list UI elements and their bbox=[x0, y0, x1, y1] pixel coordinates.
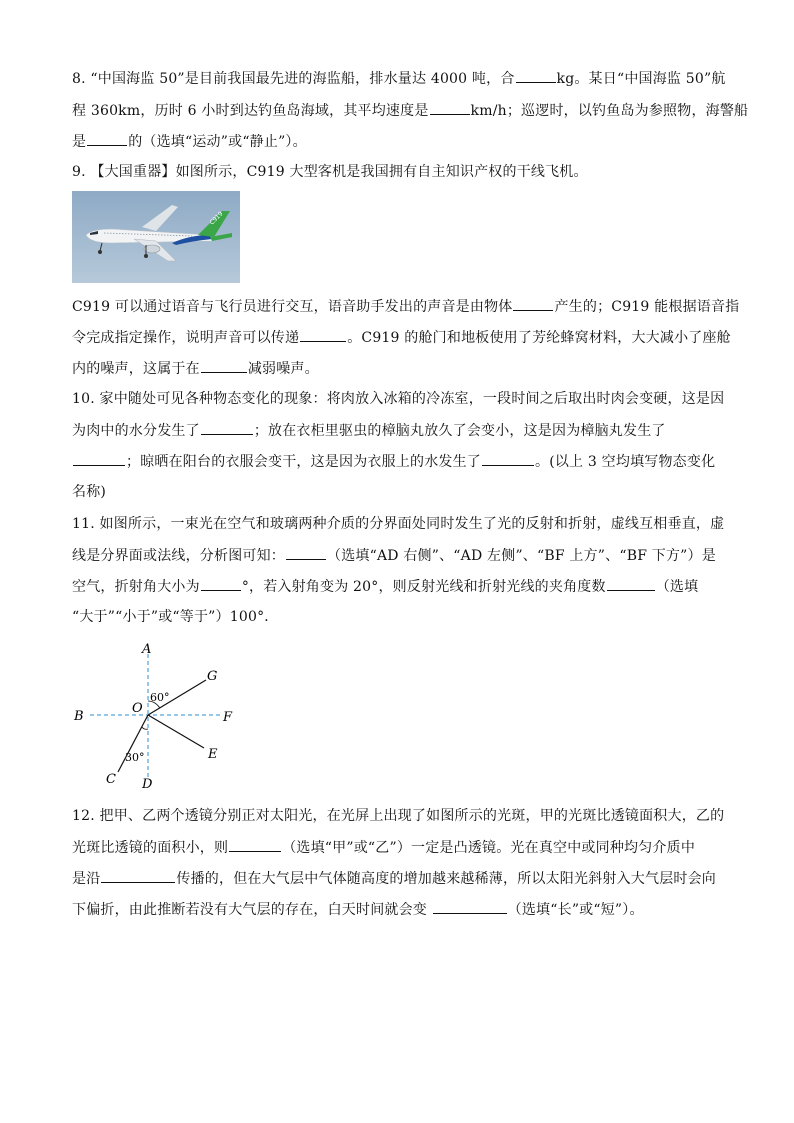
q8-text: 是 bbox=[72, 134, 87, 150]
q11-text: °，若入射角变为 20°，则反射光线和折射光线的夹角度数 bbox=[241, 579, 606, 595]
tail-logo: C919 bbox=[208, 210, 225, 227]
c919-airplane-photo bbox=[72, 191, 240, 283]
light-refraction-diagram bbox=[68, 640, 258, 790]
q8-text: 程 360km，历时 6 小时到达钓鱼岛海域，其平均速度是 bbox=[72, 103, 429, 119]
q9-text: C919 可以通过语音与飞行员进行交互，语音助手发出的声音是由物体 bbox=[72, 299, 513, 315]
angle-label-60: 60° bbox=[150, 691, 170, 704]
answer-blank[interactable] bbox=[229, 837, 281, 852]
angle-arc-bottom bbox=[142, 727, 148, 729]
q12-text: 传播的，但在大气层中气体随高度的增加越来越稀薄，所以太阳光斜射入大气层时会向 bbox=[176, 871, 717, 887]
q8-text: 的（选填“运动”或“静止”）。 bbox=[128, 134, 307, 150]
q10-line-1: 10. 家中随处可见各种物态变化的现象：将肉放入冰箱的冷冻室，一段时间之后取出时肉会变硬，这是因 bbox=[72, 391, 725, 407]
q11-line-3 bbox=[72, 576, 698, 597]
q11-line-4: “大于”“小于”或“等于”）100°． bbox=[72, 609, 279, 625]
label-E: E bbox=[208, 747, 218, 762]
q10-text: ；放在衣柜里驱虫的樟脑丸放久了会变小，这是因为樟脑丸发生了 bbox=[253, 423, 666, 439]
answer-blank[interactable] bbox=[433, 899, 507, 914]
answer-blank[interactable] bbox=[513, 296, 553, 311]
answer-blank[interactable] bbox=[201, 358, 247, 373]
q12-text: 是沿 bbox=[72, 871, 101, 887]
q9-text: 。C919 的舱门和地板使用了芳纶蜂窝材料，大大减小了座舱 bbox=[347, 330, 731, 346]
q10-line-2 bbox=[72, 420, 666, 441]
q11-text: （选填“AD 右侧”、“AD 左侧”、“BF 上方”、“BF 下方”）是 bbox=[327, 548, 716, 564]
q9-line-2 bbox=[72, 296, 739, 317]
q8-text: 8. “中国海监 50”是目前我国最先进的海监船，排水量达 4000 吨，合 bbox=[72, 71, 515, 87]
q11-line-2 bbox=[72, 545, 716, 566]
q10-line-4: 名称) bbox=[72, 484, 107, 500]
q10-text: 为肉中的水分发生了 bbox=[72, 423, 200, 439]
q9-line-1: 9. 【大国重器】如图所示，C919 大型客机是我国拥有自主知识产权的干线飞机。 bbox=[72, 164, 588, 180]
answer-blank[interactable] bbox=[300, 327, 346, 342]
label-F: F bbox=[223, 710, 233, 725]
ray-OE bbox=[148, 715, 204, 748]
airplane-image bbox=[72, 191, 240, 283]
answer-blank[interactable] bbox=[482, 451, 534, 466]
q12-text: 下偏折，由此推断若没有大气层的存在，白天时间就会变 bbox=[72, 902, 427, 918]
q9-text: 产生的；C919 能根据语音指 bbox=[554, 299, 740, 315]
q12-line-2 bbox=[72, 837, 695, 858]
q12-line-1: 12. 把甲、乙两个透镜分别正对太阳光，在光屏上出现了如图所示的光斑，甲的光斑比透镜面积大，乙的 bbox=[72, 808, 725, 824]
q12-text: （选填“长”或“短”）。 bbox=[507, 902, 644, 918]
q12-text: 光斑比透镜的面积小，则 bbox=[72, 840, 229, 856]
label-C: C bbox=[106, 772, 116, 787]
q12-line-3 bbox=[72, 868, 716, 889]
answer-blank[interactable] bbox=[607, 576, 655, 591]
answer-blank[interactable] bbox=[430, 100, 470, 115]
q11-text: （选填 bbox=[655, 579, 699, 595]
angle-label-30: 30° bbox=[125, 751, 145, 764]
q9-text: 令完成指定操作，说明声音可以传递 bbox=[72, 330, 300, 346]
q9-line-4 bbox=[72, 358, 319, 379]
answer-blank[interactable] bbox=[201, 576, 241, 591]
answer-blank[interactable] bbox=[201, 420, 253, 435]
q10-text: ；晾晒在阳台的衣服会变干，这是因为衣服上的水发生了 bbox=[126, 454, 481, 470]
q8-line-3 bbox=[72, 131, 307, 152]
q9-text: 减弱噪声。 bbox=[247, 361, 319, 377]
q11-text: 线是分界面或法线，分析图可知： bbox=[72, 548, 285, 564]
label-D: D bbox=[142, 777, 153, 790]
q11-line-1: 11. 如图所示，一束光在空气和玻璃两种介质的分界面处同时发生了光的反射和折射，虚线互相垂直，虚 bbox=[72, 516, 725, 532]
q8-line-1 bbox=[72, 68, 726, 89]
q8-text: kg。某日“中国海监 50”航 bbox=[556, 71, 726, 87]
q9-text: 内的噪声，这属于在 bbox=[72, 361, 200, 377]
q11-text: 空气，折射角大小为 bbox=[72, 579, 200, 595]
answer-blank[interactable] bbox=[286, 545, 326, 560]
label-B: B bbox=[74, 709, 84, 724]
answer-blank[interactable] bbox=[87, 131, 127, 146]
q12-line-4 bbox=[72, 899, 644, 920]
label-O: O bbox=[132, 701, 143, 716]
q9-line-3 bbox=[72, 327, 731, 348]
label-A: A bbox=[142, 642, 152, 657]
q10-line-3 bbox=[72, 451, 715, 472]
answer-blank[interactable] bbox=[516, 68, 556, 83]
label-G: G bbox=[207, 669, 218, 684]
q12-text: （选填“甲”或“乙”）一定是凸透镜。光在真空中或同种均匀介质中 bbox=[282, 840, 696, 856]
answer-blank[interactable] bbox=[101, 868, 175, 883]
q10-text: 。(以上 3 空均填写物态变化 bbox=[535, 454, 716, 470]
answer-blank[interactable] bbox=[73, 451, 125, 466]
q8-text: km/h；巡逻时，以钓鱼岛为参照物，海警船 bbox=[470, 103, 749, 119]
q8-line-2 bbox=[72, 100, 748, 121]
